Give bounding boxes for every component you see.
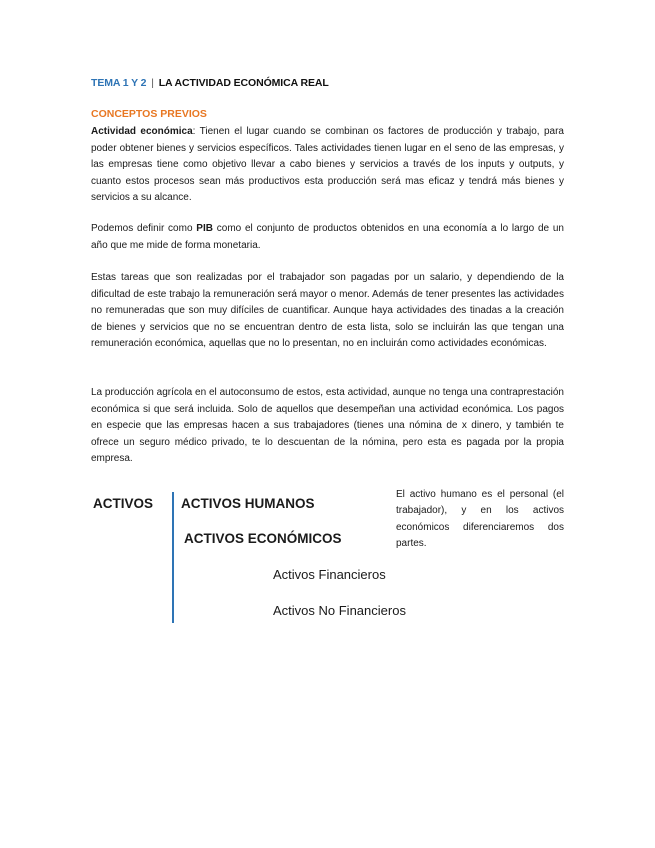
paragraph-2-before: Podemos definir como bbox=[91, 223, 197, 234]
paragraph-salario: Estas tareas que son realizadas por el trabajador son pagadas por un salario, y dependiendo de la dificultad de este trabajo la remuneración será mayor o menor. Además de tener presentes las actividades no remuneradas que son muy difíciles de cuantificar. Aunque haya actividades des tinadas a la creación de bienes y servicios que no se encuentran dentro de esta lista, solo se incluirán las que tengan una remuneración económica, aquellas que no lo presentan, no en incluirán como actividades económicas. bbox=[91, 272, 564, 350]
term-pib: PIB bbox=[196, 223, 213, 234]
section-heading: CONCEPTOS PREVIOS bbox=[91, 108, 207, 120]
diagram-activos-economicos: ACTIVOS ECONÓMICOS bbox=[184, 531, 342, 546]
diagram-activos-humanos: ACTIVOS HUMANOS bbox=[181, 496, 315, 511]
diagram-note: El activo humano es el personal (el trabajador), y en los activos económicos diferenciaremos dos partes. bbox=[396, 489, 564, 550]
paragraph-2-after: como el conjunto de productos obtenidos en una economía a lo largo de un año que me mide de forma monetaria. bbox=[91, 223, 564, 251]
tema-label: TEMA 1 Y 2 bbox=[91, 77, 147, 89]
diagram-divider-line bbox=[172, 492, 174, 623]
document-title bbox=[91, 77, 329, 89]
term-actividad-economica: Actividad económica bbox=[91, 126, 193, 137]
paragraph-actividad-economica bbox=[91, 124, 564, 207]
title-separator: | bbox=[151, 77, 154, 89]
diagram-activos-financieros: Activos Financieros bbox=[273, 567, 386, 582]
diagram-activos-no-financieros: Activos No Financieros bbox=[273, 603, 406, 618]
paragraph-1-text: : Tienen el lugar cuando se combinan os factores de producción y trabajo, para poder obtener bienes y servicios específicos. Tales actividades tienen lugar en el seno de las empresas, y las empresas tiene como objetivo llevar a cabo bienes y servicios a través de los inputs y outputs, y cuanto estos procesos sean más productivos esta producción será mas eficaz y tendrá más bienes y servicios a su alcance. bbox=[91, 126, 564, 204]
paragraph-produccion-agricola: La producción agrícola en el autoconsumo de estos, esta actividad, aunque no tenga una contraprestación económica si que será incluida. Solo de aquellos que desempeñan una actividad económica. Los pagos en especie que las empresas hacen a sus trabajadores (tienes una nómina de x dinero, y también te ofrece un seguro médico privado, te lo descuentan de la nómina, pero esta es pagada por la propia empresa. bbox=[91, 387, 564, 465]
paragraph-pib bbox=[91, 221, 564, 254]
diagram-root-activos: ACTIVOS bbox=[93, 496, 154, 511]
title-text: LA ACTIVIDAD ECONÓMICA REAL bbox=[158, 77, 329, 89]
